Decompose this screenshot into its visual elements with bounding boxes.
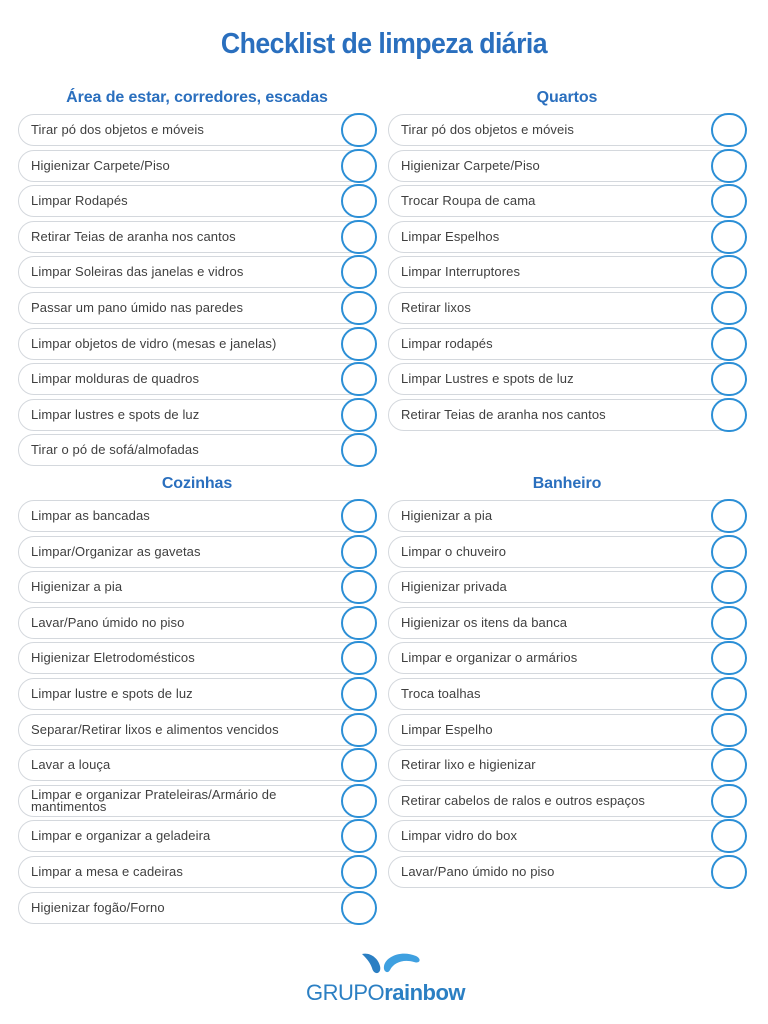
checklist-item-label: Trocar Roupa de cama: [401, 193, 536, 209]
checklist-item: [388, 678, 746, 710]
checklist-item-label: Limpar vidro do box: [401, 828, 518, 844]
checklist-item-label: Retirar Teias de aranha nos cantos: [31, 228, 236, 244]
checklist-item-label: Limpar lustres e spots de luz: [31, 406, 200, 422]
checklist-item: [388, 399, 746, 431]
checkbox[interactable]: [341, 641, 377, 675]
checklist-item: [18, 642, 376, 674]
checklist-item-label: Lavar/Pano úmido no piso: [401, 863, 555, 879]
checklist-item: [18, 256, 376, 288]
checklist-item: [18, 856, 376, 888]
checklist-item-label: Higienizar Carpete/Piso: [31, 157, 170, 173]
checkbox[interactable]: [341, 499, 377, 533]
checklist-item: [18, 221, 376, 253]
checkbox[interactable]: [341, 398, 377, 432]
checklist-item-label: Limpar e organizar o armários: [401, 650, 578, 666]
checklist-item-label: Limpar Soleiras das janelas e vidros: [31, 264, 244, 280]
checkbox[interactable]: [711, 535, 747, 569]
checklist-item-label: Limpar a mesa e cadeiras: [31, 863, 183, 879]
checklist-item-label: Separar/Retirar lixos e alimentos vencidos: [31, 721, 279, 737]
checkbox[interactable]: [341, 220, 377, 254]
section-banheiro: [388, 471, 746, 892]
checkbox[interactable]: [341, 535, 377, 569]
checkbox[interactable]: [341, 255, 377, 289]
checklist-item-label: Higienizar Carpete/Piso: [401, 157, 540, 173]
checklist: [18, 500, 376, 924]
checkbox[interactable]: [341, 433, 377, 467]
checklist-item-label: Limpar molduras de quadros: [31, 371, 200, 387]
checkbox[interactable]: [711, 362, 747, 396]
checklist-item: [18, 785, 376, 817]
section-quartos: [388, 85, 746, 434]
checkbox[interactable]: [711, 220, 747, 254]
checklist-item-label: Troca toalhas: [401, 685, 481, 701]
checkbox[interactable]: [711, 327, 747, 361]
checkbox[interactable]: [341, 570, 377, 604]
section-cozinhas: [18, 471, 376, 927]
checkbox[interactable]: [341, 327, 377, 361]
checkbox[interactable]: [341, 149, 377, 183]
checklist-item-label: Limpar o chuveiro: [401, 543, 507, 559]
checklist-item-label: Limpar Espelhos: [401, 228, 500, 244]
checklist-item: [388, 114, 746, 146]
checkbox[interactable]: [341, 291, 377, 325]
checklist-item: [388, 536, 746, 568]
checkbox[interactable]: [341, 748, 377, 782]
checklist-item-label: Limpar Lustres e spots de luz: [401, 371, 574, 387]
checklist-item-label: Limpar lustre e spots de luz: [31, 685, 193, 701]
checkbox[interactable]: [711, 606, 747, 640]
checklist-item-label: Higienizar Eletrodomésticos: [31, 650, 195, 666]
checklist: [388, 500, 746, 888]
checkbox[interactable]: [711, 713, 747, 747]
checklist-item: [388, 256, 746, 288]
section-area-de-estar: [18, 85, 376, 470]
checkbox[interactable]: [341, 677, 377, 711]
checkbox[interactable]: [341, 606, 377, 640]
checklist-item: [18, 749, 376, 781]
checklist-item-label: Lavar/Pano úmido no piso: [31, 614, 185, 630]
checkbox[interactable]: [341, 891, 377, 925]
checklist-item: [18, 607, 376, 639]
checklist-item-label: Passar um pano úmido nas paredes: [31, 299, 244, 315]
checklist-item: [18, 434, 376, 466]
checkbox[interactable]: [711, 784, 747, 818]
page-title: Checklist de limpeza diária: [220, 28, 548, 60]
checklist-item-label: Higienizar a pia: [31, 579, 123, 595]
checklist-item: [18, 292, 376, 324]
checkbox[interactable]: [711, 291, 747, 325]
checklist-item-label: Limpar Rodapés: [31, 193, 128, 209]
checklist-item-label: Limpar e organizar a geladeira: [31, 828, 211, 844]
checklist-item-label: Retirar cabelos de ralos e outros espaços: [401, 792, 646, 808]
checklist-item: [388, 363, 746, 395]
checklist-item: [388, 785, 746, 817]
checklist-item-label: Tirar o pó de sofá/almofadas: [31, 442, 199, 458]
checklist-item-label: Higienizar privada: [401, 579, 507, 595]
checkbox[interactable]: [711, 398, 747, 432]
checklist-item: [18, 399, 376, 431]
checkbox[interactable]: [711, 855, 747, 889]
checklist-item: [388, 221, 746, 253]
checklist-item-label: Higienizar fogão/Forno: [31, 899, 165, 915]
section-heading: Cozinhas: [161, 475, 233, 492]
checkbox[interactable]: [341, 819, 377, 853]
checkbox[interactable]: [341, 113, 377, 147]
checklist-item: [18, 892, 376, 924]
section-heading: Área de estar, corredores, escadas: [66, 89, 328, 106]
checklist-item-label: Tirar pó dos objetos e móveis: [401, 122, 574, 137]
checklist-item-label: Limpar e organizar Prateleiras/Armário de mantimentos: [31, 786, 277, 814]
checklist-item: [18, 500, 376, 532]
checklist-item-label: Limpar objetos de vidro (mesas e janelas): [31, 335, 277, 351]
checklist-item-label: Limpar/Organizar as gavetas: [31, 543, 201, 559]
checkbox[interactable]: [711, 748, 747, 782]
checklist-item: [18, 820, 376, 852]
checklist-item: [388, 749, 746, 781]
checklist-item: [18, 114, 376, 146]
checklist-item: [388, 328, 746, 360]
section-heading: Banheiro: [532, 475, 602, 492]
grupo-rainbow-logo: [306, 950, 486, 1010]
checklist-item: [18, 150, 376, 182]
checkbox[interactable]: [341, 184, 377, 218]
checklist-item: [388, 607, 746, 639]
checklist-item: [388, 500, 746, 532]
logo-wordmark: GRUPOrainbow: [306, 980, 466, 1005]
checklist-item-label: Retirar Teias de aranha nos cantos: [401, 406, 606, 422]
checklist-item-label: Limpar as bancadas: [31, 508, 150, 523]
checklist: [18, 114, 376, 466]
checkbox[interactable]: [711, 113, 747, 147]
checklist-item: [388, 820, 746, 852]
checklist-item-label: Retirar lixos: [401, 299, 471, 315]
checkbox[interactable]: [341, 855, 377, 889]
rainbow-drops-icon: [356, 950, 426, 980]
checklist-item: [388, 150, 746, 182]
checkbox[interactable]: [711, 641, 747, 675]
checklist-item: [18, 571, 376, 603]
checklist-item: [388, 292, 746, 324]
checkbox[interactable]: [711, 499, 747, 533]
checklist-item-label: Limpar Interruptores: [401, 264, 521, 280]
checklist: [388, 114, 746, 431]
checklist-item-label: Higienizar a pia: [401, 508, 493, 523]
checklist-item: [18, 363, 376, 395]
checkbox[interactable]: [711, 570, 747, 604]
checklist-item-label: Tirar pó dos objetos e móveis: [31, 122, 204, 137]
checklist-item-label: Retirar lixo e higienizar: [401, 757, 536, 773]
checklist-item: [18, 536, 376, 568]
checklist-item-label: Higienizar os itens da banca: [401, 614, 568, 630]
checkbox[interactable]: [711, 677, 747, 711]
checklist-item: [388, 856, 746, 888]
checklist-item: [18, 714, 376, 746]
checkbox[interactable]: [711, 184, 747, 218]
checkbox[interactable]: [711, 255, 747, 289]
checklist-item: [388, 571, 746, 603]
checklist-item: [18, 678, 376, 710]
checkbox[interactable]: [711, 149, 747, 183]
checklist-item: [18, 328, 376, 360]
checkbox[interactable]: [711, 819, 747, 853]
checklist-item: [388, 642, 746, 674]
checklist-item: [18, 185, 376, 217]
checklist-item-label: Limpar Espelho: [401, 721, 493, 737]
checkbox[interactable]: [341, 784, 377, 818]
checkbox[interactable]: [341, 713, 377, 747]
checklist-item-label: Limpar rodapés: [401, 335, 493, 351]
checklist-item: [388, 714, 746, 746]
checklist-item-label: Lavar a louça: [31, 757, 111, 773]
checkbox[interactable]: [341, 362, 377, 396]
checklist-item: [388, 185, 746, 217]
section-heading: Quartos: [536, 89, 598, 106]
